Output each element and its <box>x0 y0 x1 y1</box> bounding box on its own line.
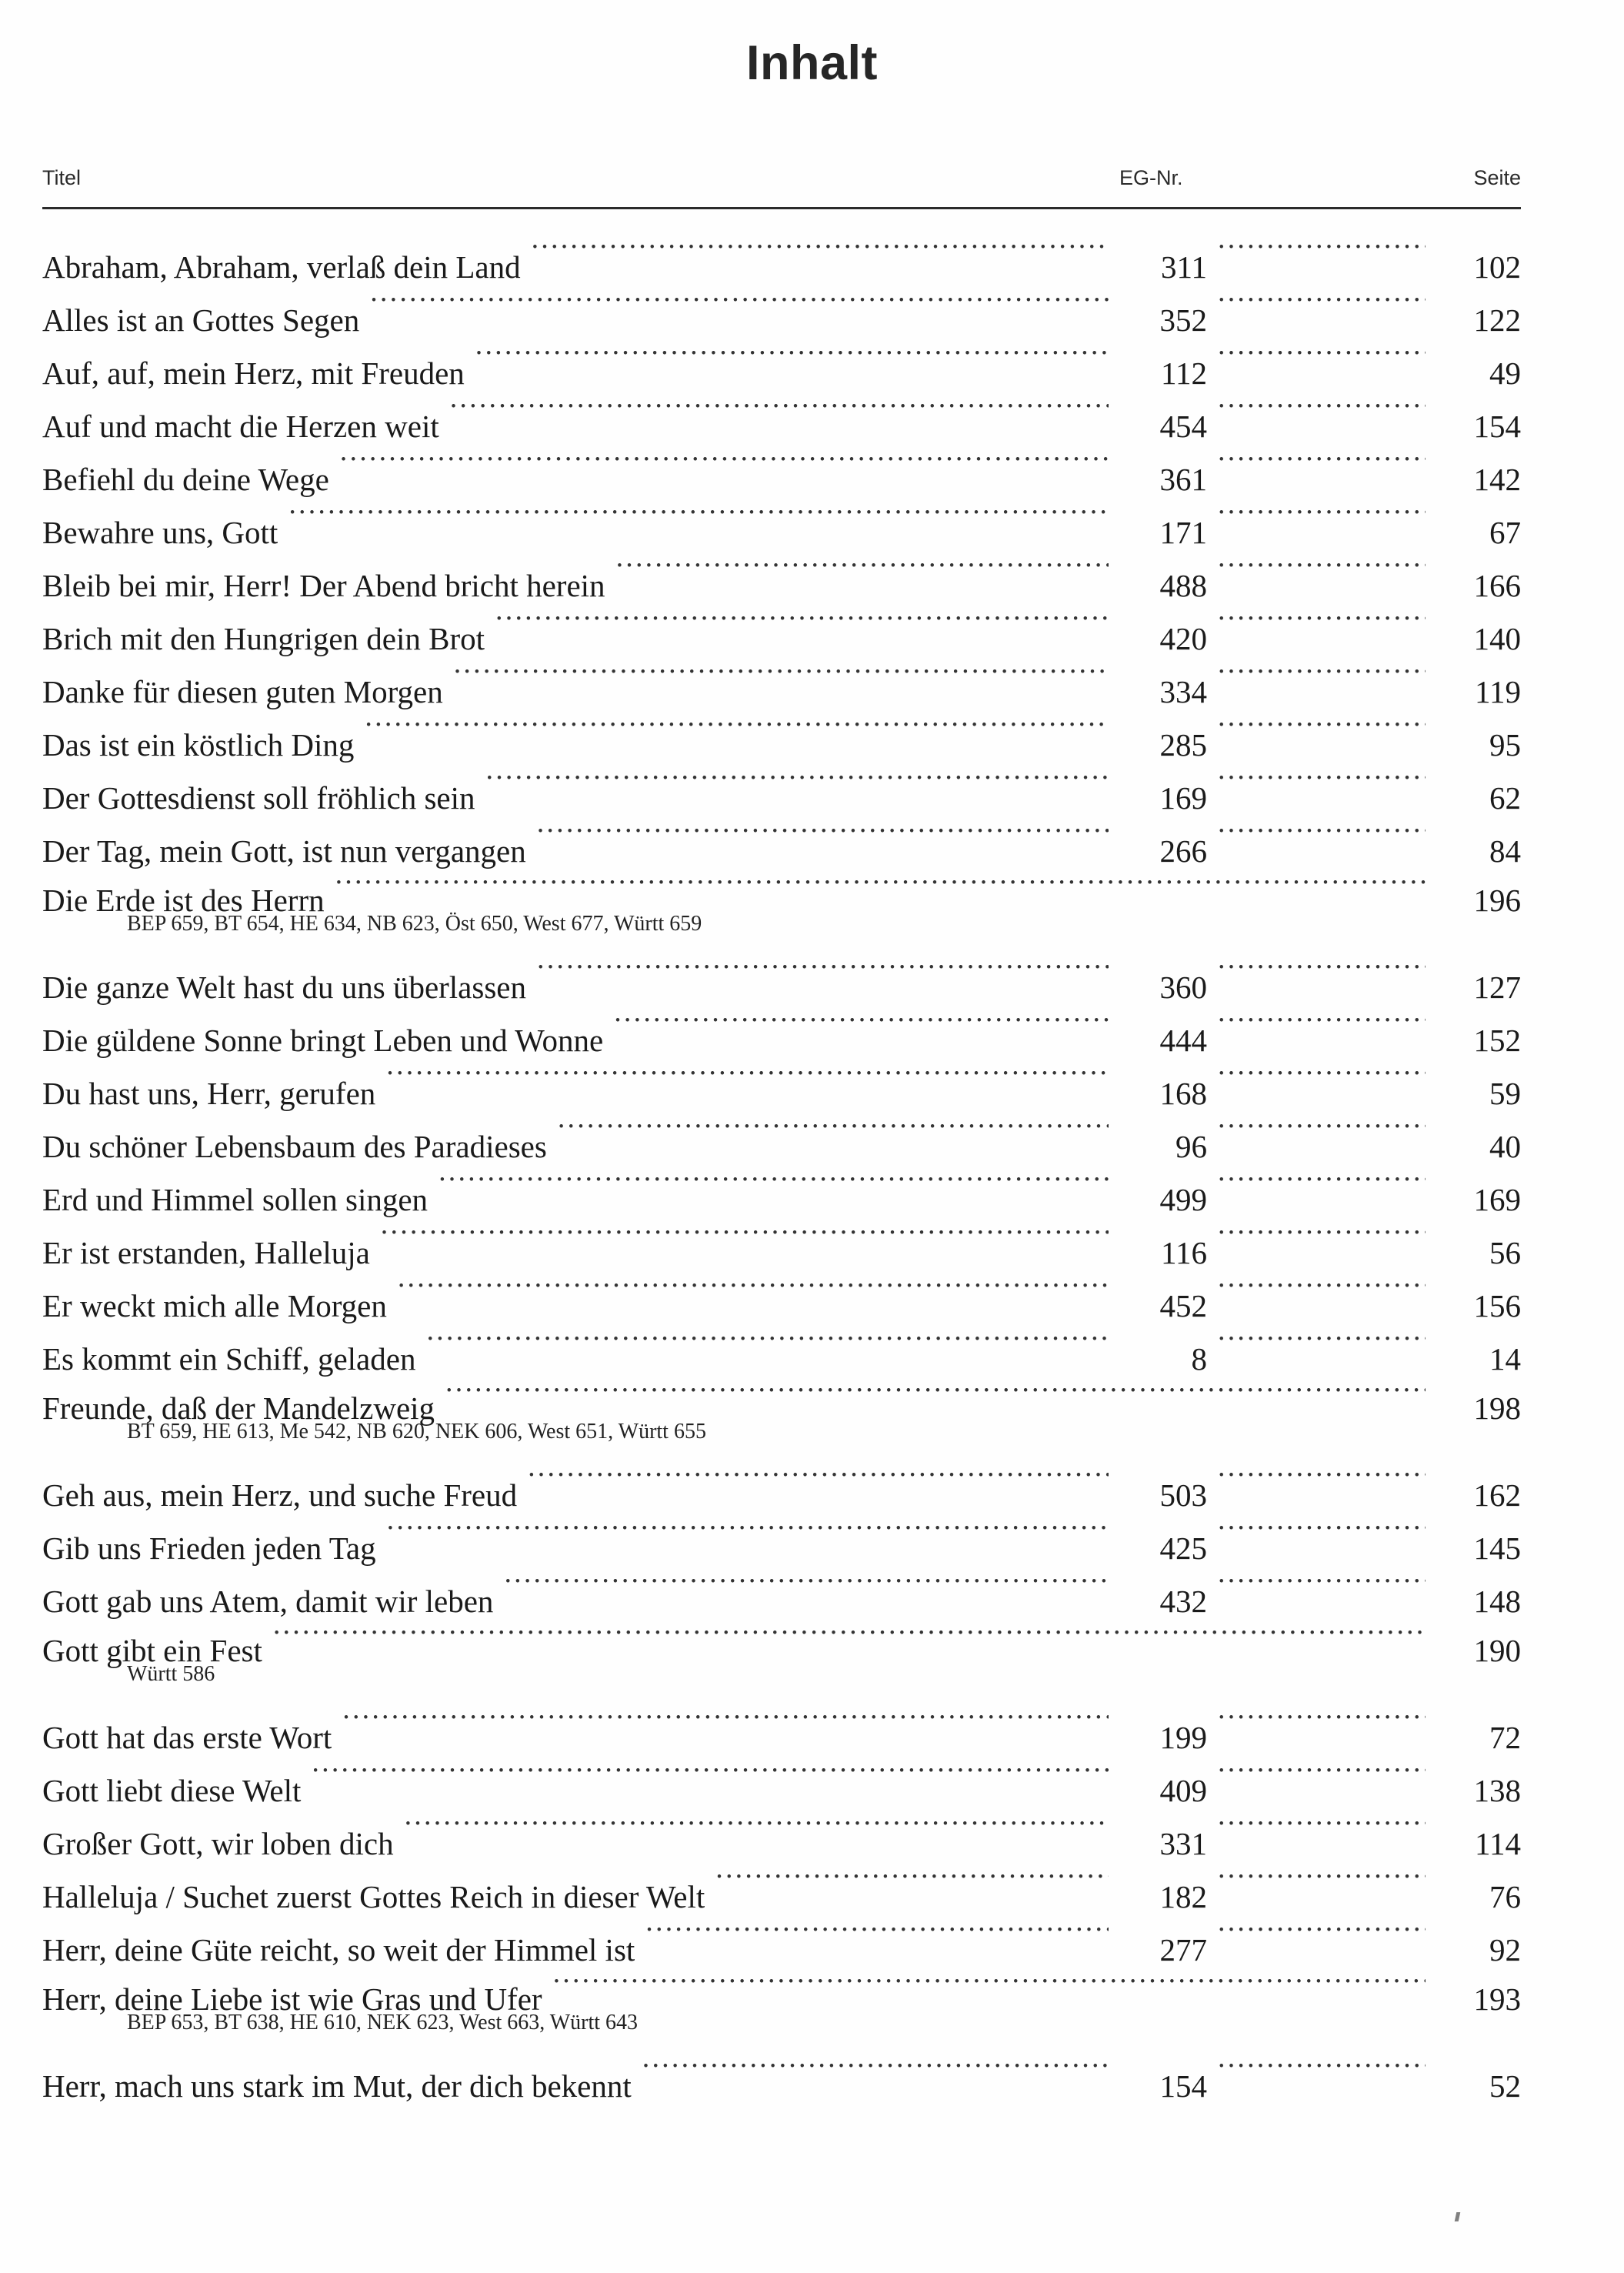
table-of-contents-list <box>42 225 1521 2104</box>
entry-source-references: Württ 586 <box>127 1662 215 1686</box>
entry-title: Das ist ein köstlich Ding <box>42 727 355 763</box>
dot-leader <box>445 1370 1426 1419</box>
entry-eg-number: 432 <box>1159 1584 1207 1619</box>
dot-leader-secondary <box>1218 596 1426 649</box>
entry-title: Er weckt mich alle Morgen <box>42 1288 387 1323</box>
entry-page-number: 14 <box>1489 1341 1521 1377</box>
dot-leader <box>450 384 1109 437</box>
entry-main-line <box>42 543 1521 603</box>
entry-page-number: 59 <box>1489 1076 1521 1111</box>
entry-page-number: 49 <box>1489 355 1521 391</box>
entry-eg-number: 8 <box>1191 1341 1207 1377</box>
entry-eg-number: 154 <box>1159 2068 1207 2104</box>
entry-title: Großer Gott, wir loben dich <box>42 1826 394 1861</box>
table-row[interactable] <box>42 809 1521 869</box>
dot-leader <box>537 945 1109 998</box>
table-row[interactable] <box>42 1453 1521 1513</box>
table-row[interactable] <box>42 490 1521 550</box>
entry-page-number: 193 <box>1473 1981 1521 2017</box>
table-row[interactable] <box>42 862 1521 942</box>
entry-title: Gott gab uns Atem, damit wir leben <box>42 1584 494 1619</box>
entry-eg-number: 420 <box>1159 621 1207 656</box>
table-row[interactable] <box>42 945 1521 1005</box>
dot-leader-secondary <box>1218 1908 1426 1961</box>
dot-leader-secondary <box>1218 1210 1426 1263</box>
entry-main-line <box>42 1695 1521 1755</box>
dot-leader <box>439 1157 1109 1210</box>
entry-title: Danke für diesen guten Morgen <box>42 674 443 709</box>
entry-main-line <box>42 862 1521 918</box>
entry-page-number: 152 <box>1473 1023 1521 1058</box>
dot-leader <box>532 225 1109 278</box>
dot-leader <box>537 809 1109 862</box>
entry-page-number: 198 <box>1473 1390 1521 1426</box>
dot-leader <box>528 1453 1109 1506</box>
table-row[interactable] <box>42 1051 1521 1111</box>
entry-eg-number: 116 <box>1161 1235 1207 1270</box>
dot-leader-secondary <box>1218 1453 1426 1506</box>
entry-title: Brich mit den Hungrigen dein Brot <box>42 621 485 656</box>
dot-leader <box>386 1051 1109 1104</box>
dot-leader <box>495 596 1109 649</box>
entry-main-line <box>42 490 1521 550</box>
entry-main-line <box>42 1317 1521 1377</box>
entry-eg-number: 171 <box>1159 515 1207 550</box>
dot-leader-secondary <box>1218 1559 1426 1612</box>
entry-source-references: BEP 653, BT 638, HE 610, NEK 623, West 663, Württ 643 <box>127 2011 639 2034</box>
dot-leader-secondary <box>1218 1801 1426 1854</box>
dot-leader <box>558 1104 1109 1157</box>
entry-page-number: 156 <box>1473 1288 1521 1323</box>
entry-main-line <box>42 1104 1521 1164</box>
entry-page-number: 166 <box>1473 568 1521 603</box>
dot-leader-secondary <box>1218 331 1426 384</box>
page-title: Inhalt <box>746 36 878 90</box>
entry-page-number: 40 <box>1489 1129 1521 1164</box>
entry-title: Erd und Himmel sollen singen <box>42 1182 429 1217</box>
entry-title: Die güldene Sonne bringt Leben und Wonne <box>42 1023 604 1058</box>
table-row[interactable] <box>42 384 1521 444</box>
entry-title: Geh aus, mein Herz, und suche Freud <box>42 1477 518 1513</box>
entry-title: Die Erde ist des Herrn <box>42 883 325 918</box>
entry-title: Herr, deine Güte reicht, so weit der Himmel ist <box>42 1932 635 1968</box>
entry-title: Abraham, Abraham, verlaß dein Land <box>42 249 521 285</box>
table-row[interactable] <box>42 1263 1521 1323</box>
entry-title: Du schöner Lebensbaum des Paradieses <box>42 1129 547 1164</box>
entry-main-line <box>42 331 1521 391</box>
entry-title: Der Gottesdienst soll fröhlich sein <box>42 780 475 816</box>
table-row[interactable] <box>42 1317 1521 1377</box>
table-row[interactable] <box>42 596 1521 656</box>
entry-main-line <box>42 437 1521 497</box>
dot-leader-secondary <box>1218 1051 1426 1104</box>
entry-eg-number: 169 <box>1159 780 1207 816</box>
entry-title: Er ist erstanden, Halleluja <box>42 1235 370 1270</box>
dot-leader <box>288 490 1109 543</box>
table-row[interactable] <box>42 1210 1521 1270</box>
entry-main-line <box>42 278 1521 338</box>
entry-eg-number: 503 <box>1159 1477 1207 1513</box>
dot-leader-secondary <box>1218 945 1426 998</box>
entry-title: Alles ist an Gottes Segen <box>42 302 360 338</box>
entry-main-line <box>42 945 1521 1005</box>
dot-leader-secondary <box>1218 278 1426 331</box>
entry-eg-number: 285 <box>1159 727 1207 763</box>
entry-eg-number: 352 <box>1159 302 1207 338</box>
entry-main-line <box>42 1908 1521 1968</box>
dot-leader <box>312 1748 1109 1801</box>
entry-page-number: 138 <box>1473 1773 1521 1808</box>
table-row[interactable] <box>42 1612 1521 1692</box>
dot-leader-secondary <box>1218 1104 1426 1157</box>
dot-leader <box>614 998 1109 1051</box>
entry-title: Gott liebt diese Welt <box>42 1773 302 1808</box>
dot-leader-secondary <box>1218 490 1426 543</box>
entry-page-number: 145 <box>1473 1530 1521 1566</box>
dot-leader-secondary <box>1218 437 1426 490</box>
entry-eg-number: 277 <box>1159 1932 1207 1968</box>
entry-main-line <box>42 596 1521 656</box>
entry-eg-number: 331 <box>1159 1826 1207 1861</box>
dot-leader <box>340 437 1109 490</box>
entry-eg-number: 488 <box>1159 568 1207 603</box>
table-row[interactable] <box>42 331 1521 391</box>
table-row[interactable] <box>42 1801 1521 1861</box>
table-row[interactable] <box>42 1695 1521 1755</box>
table-row[interactable] <box>42 998 1521 1058</box>
entry-page-number: 140 <box>1473 621 1521 656</box>
table-row[interactable] <box>42 703 1521 763</box>
dot-leader-secondary <box>1218 649 1426 703</box>
dot-leader <box>342 1695 1109 1748</box>
entry-page-number: 95 <box>1489 727 1521 763</box>
dot-leader-secondary <box>1218 1157 1426 1210</box>
dot-leader-secondary <box>1218 809 1426 862</box>
entry-title: Gott gibt ein Fest <box>42 1633 262 1668</box>
entry-page-number: 102 <box>1473 249 1521 285</box>
table-row[interactable] <box>42 1559 1521 1619</box>
dot-leader-secondary <box>1218 2044 1426 2097</box>
dot-leader <box>642 2044 1109 2097</box>
table-row[interactable] <box>42 756 1521 816</box>
dot-leader <box>553 1961 1426 2010</box>
entry-source-references: BEP 659, BT 654, HE 634, NB 623, Öst 650, West 677, Württ 659 <box>127 912 702 936</box>
entry-main-line <box>42 1612 1521 1668</box>
entry-main-line <box>42 649 1521 709</box>
entry-title: Gib uns Frieden jeden Tag <box>42 1530 376 1566</box>
entry-title: Die ganze Welt hast du uns überlassen <box>42 970 526 1005</box>
entry-source-references: BT 659, HE 613, Me 542, NB 620, NEK 606, West 651, Württ 655 <box>127 1420 706 1444</box>
entry-main-line <box>42 1748 1521 1808</box>
dot-leader-secondary <box>1218 1854 1426 1908</box>
dot-leader <box>398 1263 1109 1317</box>
entry-title: Der Tag, mein Gott, ist nun vergangen <box>42 833 526 869</box>
dot-leader-secondary <box>1218 1748 1426 1801</box>
dot-leader <box>365 703 1109 756</box>
entry-title: Gott hat das erste Wort <box>42 1720 332 1755</box>
dot-leader <box>616 543 1109 596</box>
entry-page-number: 142 <box>1473 462 1521 497</box>
dot-leader <box>486 756 1109 809</box>
entry-title: Halleluja / Suchet zuerst Gottes Reich in dieser Welt <box>42 1879 705 1914</box>
entry-title: Es kommt ein Schiff, geladen <box>42 1341 416 1377</box>
entry-page-number: 92 <box>1489 1932 1521 1968</box>
entry-eg-number: 96 <box>1175 1129 1207 1164</box>
dot-leader <box>273 1612 1426 1661</box>
dot-leader <box>426 1317 1109 1370</box>
entry-eg-number: 266 <box>1159 833 1207 869</box>
entry-eg-number: 334 <box>1159 674 1207 709</box>
dot-leader-secondary <box>1218 756 1426 809</box>
dot-leader-secondary <box>1218 225 1426 278</box>
table-row[interactable] <box>42 1908 1521 1968</box>
dot-leader <box>405 1801 1109 1854</box>
table-row[interactable] <box>42 2044 1521 2104</box>
entry-page-number: 56 <box>1489 1235 1521 1270</box>
dot-leader-secondary <box>1218 998 1426 1051</box>
entry-main-line <box>42 1961 1521 2017</box>
table-row[interactable] <box>42 1854 1521 1914</box>
entry-main-line <box>42 1506 1521 1566</box>
table-row[interactable] <box>42 278 1521 338</box>
column-header-title: Titel <box>42 166 82 189</box>
entry-page-number: 122 <box>1473 302 1521 338</box>
dot-leader <box>715 1854 1109 1908</box>
entry-title: Bewahre uns, Gott <box>42 515 278 550</box>
entry-title: Du hast uns, Herr, gerufen <box>42 1076 376 1111</box>
header-divider <box>42 207 1521 209</box>
dot-leader-secondary <box>1218 543 1426 596</box>
entry-page-number: 52 <box>1489 2068 1521 2104</box>
column-header-page: Seite <box>1473 166 1521 189</box>
entry-main-line <box>42 1210 1521 1270</box>
entry-main-line <box>42 998 1521 1058</box>
entry-main-line <box>42 1370 1521 1426</box>
dot-leader-secondary <box>1218 1263 1426 1317</box>
dot-leader-secondary <box>1218 703 1426 756</box>
table-row[interactable] <box>42 1748 1521 1808</box>
table-row[interactable] <box>42 1961 1521 2041</box>
entry-page-number: 67 <box>1489 515 1521 550</box>
entry-eg-number: 409 <box>1159 1773 1207 1808</box>
dot-leader <box>381 1210 1109 1263</box>
entry-eg-number: 112 <box>1161 355 1207 391</box>
entry-main-line <box>42 1559 1521 1619</box>
entry-page-number: 127 <box>1473 970 1521 1005</box>
entry-eg-number: 499 <box>1159 1182 1207 1217</box>
dot-leader <box>335 862 1426 911</box>
dot-leader-secondary <box>1218 384 1426 437</box>
entry-title: Auf und macht die Herzen weit <box>42 409 439 444</box>
dot-leader <box>370 278 1109 331</box>
table-row[interactable] <box>42 1370 1521 1450</box>
entry-eg-number: 168 <box>1159 1076 1207 1111</box>
table-column-headers <box>42 166 1521 202</box>
entry-eg-number: 199 <box>1159 1720 1207 1755</box>
entry-page-number: 76 <box>1489 1879 1521 1914</box>
entry-main-line <box>42 1051 1521 1111</box>
entry-title: Freunde, daß der Mandelzweig <box>42 1390 435 1426</box>
entry-page-number: 114 <box>1475 1826 1521 1861</box>
entry-page-number: 190 <box>1473 1633 1521 1668</box>
entry-page-number: 162 <box>1473 1477 1521 1513</box>
entry-title: Herr, mach uns stark im Mut, der dich bekennt <box>42 2068 632 2104</box>
entry-main-line <box>42 1263 1521 1323</box>
table-row[interactable] <box>42 1157 1521 1217</box>
entry-eg-number: 360 <box>1159 970 1207 1005</box>
dot-leader <box>387 1506 1109 1559</box>
entry-eg-number: 311 <box>1161 249 1207 285</box>
entry-page-number: 196 <box>1473 883 1521 918</box>
entry-title: Herr, deine Liebe ist wie Gras und Ufer <box>42 1981 542 2017</box>
dot-leader-secondary <box>1218 1506 1426 1559</box>
entry-page-number: 169 <box>1473 1182 1521 1217</box>
entry-main-line <box>42 2044 1521 2104</box>
table-row[interactable] <box>42 649 1521 709</box>
entry-eg-number: 454 <box>1159 409 1207 444</box>
entry-main-line <box>42 1854 1521 1914</box>
entry-page-number: 84 <box>1489 833 1521 869</box>
entry-page-number: 119 <box>1475 674 1521 709</box>
entry-main-line <box>42 1801 1521 1861</box>
entry-title: Befiehl du deine Wege <box>42 462 329 497</box>
entry-eg-number: 182 <box>1159 1879 1207 1914</box>
entry-title: Auf, auf, mein Herz, mit Freuden <box>42 355 465 391</box>
table-row[interactable] <box>42 1104 1521 1164</box>
entry-page-number: 62 <box>1489 780 1521 816</box>
table-row[interactable] <box>42 437 1521 497</box>
entry-main-line <box>42 703 1521 763</box>
dot-leader-secondary <box>1218 1317 1426 1370</box>
entry-page-number: 154 <box>1473 409 1521 444</box>
scan-artifact <box>1455 2212 1461 2221</box>
dot-leader-secondary <box>1218 1695 1426 1748</box>
entry-main-line <box>42 1453 1521 1513</box>
entry-main-line <box>42 1157 1521 1217</box>
dot-leader <box>645 1908 1109 1961</box>
entry-eg-number: 425 <box>1159 1530 1207 1566</box>
entry-eg-number: 361 <box>1159 462 1207 497</box>
entry-page-number: 72 <box>1489 1720 1521 1755</box>
entry-main-line <box>42 225 1521 285</box>
dot-leader <box>504 1559 1109 1612</box>
entry-main-line <box>42 809 1521 869</box>
entry-main-line <box>42 384 1521 444</box>
column-header-eg-nr: EG-Nr. <box>1119 166 1183 189</box>
dot-leader <box>475 331 1109 384</box>
entry-page-number: 148 <box>1473 1584 1521 1619</box>
entry-eg-number: 452 <box>1159 1288 1207 1323</box>
table-row[interactable] <box>42 1506 1521 1566</box>
entry-eg-number: 444 <box>1159 1023 1207 1058</box>
entry-main-line <box>42 756 1521 816</box>
entry-title: Bleib bei mir, Herr! Der Abend bricht herein <box>42 568 605 603</box>
table-row[interactable] <box>42 225 1521 285</box>
dot-leader <box>454 649 1109 703</box>
table-row[interactable] <box>42 543 1521 603</box>
